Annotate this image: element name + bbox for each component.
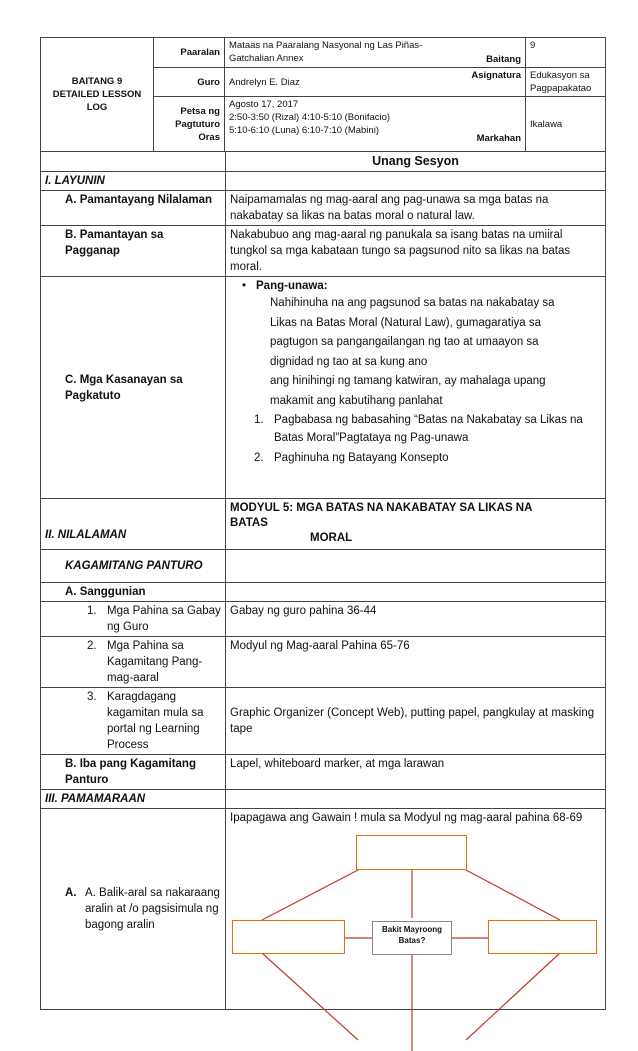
item-label: Mga Pahina sa Kagamitang Pang-mag-aaral (107, 640, 203, 684)
paaralan-label: Paaralan (154, 38, 225, 68)
concept-center-box: Bakit Mayroong Batas? (372, 921, 452, 955)
sanggunian-item-label (41, 637, 226, 688)
guro-text: Andrelyn E. Diaz (229, 76, 300, 88)
kasanayan-item (254, 411, 601, 447)
item-number: 1. (254, 414, 264, 426)
sanggunian-item-value: Modyul ng Mag-aaral Pahina 65-76 (226, 637, 606, 688)
item-number: 2. (254, 452, 264, 464)
pang-unawa-line: ang hinihingi ng tamang katwiran, ay mahalaga upang (270, 375, 546, 387)
session-blank (41, 152, 226, 172)
pang-unawa-line: dignidad ng tao at sa kung ano (270, 355, 428, 368)
pamantayang-nilalaman-label: A. Pamantayang Nilalaman (41, 191, 226, 226)
sanggunian-item-label (41, 688, 226, 755)
nilalaman-heading: II. NILALAMAN (41, 499, 226, 550)
balik-aral-letter: A. (65, 887, 77, 899)
balik-aral-text: A. Balik-aral sa nakaraang aralin at /o pagsisimula ng bagong aralin (85, 887, 220, 931)
iba-pang-kagamitan-label (41, 755, 226, 790)
sanggunian-item-label (41, 602, 226, 637)
paaralan-text: Mataas na Paaralang Nasyonal ng Las Piñas-Gatchalian Annex (229, 40, 423, 64)
pamantayang-nilalaman-value: Naipamamalas ng mag-aaral ang pag-unawa sa mga batas na nakabatay sa likas na batas moral o natural law. (226, 191, 606, 226)
markahan-value: Ikalawa (526, 97, 606, 152)
concept-box-left (232, 920, 345, 954)
balik-aral-instructions: Ipapagawa ang Gawain ! mula sa Modyul ng mag-aaral pahina 68-69 (230, 812, 583, 824)
item-text: Pagbabasa ng babasahing “Batas na Nakabatay sa Likas na Batas Moral”Pagtataya ng Pag-unawa (274, 414, 583, 444)
modyul-line2: BATAS (230, 517, 268, 529)
header-table (40, 37, 606, 152)
asignatura-value: Edukasyon sa Pagpapakatao (526, 68, 606, 97)
item-label: Mga Pahina sa Gabay ng Guro (107, 605, 221, 633)
petsa-line1: 2:50-3:50 (Rizal) 4:10-5:10 (Bonifacio) (229, 112, 391, 123)
pamamaraan-blank (226, 790, 606, 809)
pang-unawa-line: pagtugon sa pangangailangan ng tao at umaayon sa (270, 336, 539, 348)
kasanayan-label: C. Mga Kasanayan sa Pagkatuto (41, 277, 226, 499)
baitang-value: 9 (526, 38, 606, 68)
item-label: Karagdagang kagamitan mula sa portal ng Learning Process (107, 691, 204, 751)
item-text: Paghinuha ng Batayang Konsepto (274, 452, 449, 464)
petsa-line2: 5:10-6:10 (Luna) 6:10-7:10 (Mabini) (229, 125, 379, 136)
kagamitan-heading: KAGAMITANG PANTURO (41, 550, 226, 583)
sanggunian-item-value: Gabay ng guro pahina 36-44 (226, 602, 606, 637)
pang-unawa-heading: • Pang-unawa: (256, 278, 601, 294)
modyul-line1: MODYUL 5: MGA BATAS NA NAKABATAY SA LIKAS NA (230, 502, 533, 514)
guro-label: Guro (154, 68, 225, 97)
petsa-label: Petsa ng Pagtuturo Oras (154, 97, 225, 152)
item-number: 1. (87, 605, 97, 617)
sanggunian-blank (226, 583, 606, 602)
pang-unawa-line: makamit ang kabutihang panlahat (270, 394, 443, 407)
iba-pang-kagamitan-value: Lapel, whiteboard marker, at mga larawan (226, 755, 606, 790)
layunin-blank (226, 172, 606, 191)
main-table (40, 151, 606, 1010)
kasanayan-value (226, 277, 606, 499)
modyul-title (226, 499, 606, 550)
layunin-heading: I. LAYUNIN (41, 172, 226, 191)
sanggunian-item-value: Graphic Organizer (Concept Web), putting papel, pangkulay at masking tape (226, 688, 606, 755)
kasanayan-item (254, 449, 601, 467)
baitang-label: Baitang (486, 54, 521, 65)
modyul-line3: MORAL (310, 532, 353, 544)
concept-box-right (488, 920, 597, 954)
pang-unawa-text (256, 294, 601, 411)
petsa-value (225, 97, 526, 152)
petsa-date: Agosto 17, 2017 (229, 99, 299, 110)
asignatura-label: Asignatura (471, 70, 521, 81)
kasanayan-bullet-list (230, 278, 601, 411)
concept-box-top (356, 835, 467, 870)
balik-aral-wrap (65, 885, 221, 933)
pang-unawa-line: Nahihinuha na ang pagsunod sa batas na nakabatay sa (270, 297, 555, 309)
lesson-log-title: BAITANG 9 DETAILED LESSON LOG (41, 38, 154, 152)
item-number: 3. (87, 691, 97, 703)
kasanayan-numbered-list (230, 411, 601, 467)
sanggunian-label: A. Sanggunian (41, 583, 226, 602)
kagamitan-blank (226, 550, 606, 583)
pang-unawa-line: Likas na Batas Moral (Natural Law), gumagaratiya sa (270, 316, 542, 329)
item-number: 2. (87, 640, 97, 652)
session-heading: Unang Sesyon (226, 152, 606, 172)
guro-value (225, 68, 526, 97)
paaralan-value (225, 38, 526, 68)
balik-aral-label (41, 809, 226, 1010)
pamamaraan-heading: III. PAMAMARAAN (41, 790, 226, 809)
iba-pang-kagamitan-text: B. Iba pang Kagamitang Panturo (65, 758, 196, 786)
pamantayan-pagganap-value: Nakabubuo ang mag-aaral ng panukala sa isang batas na umiiral tungkol sa mga kabataan tungo sa pagsunod nito sa likas na batas moral. (226, 226, 606, 277)
markahan-label: Markahan (476, 133, 521, 144)
pamantayan-pagganap-label: B. Pamantayan sa Pagganap (41, 226, 226, 277)
